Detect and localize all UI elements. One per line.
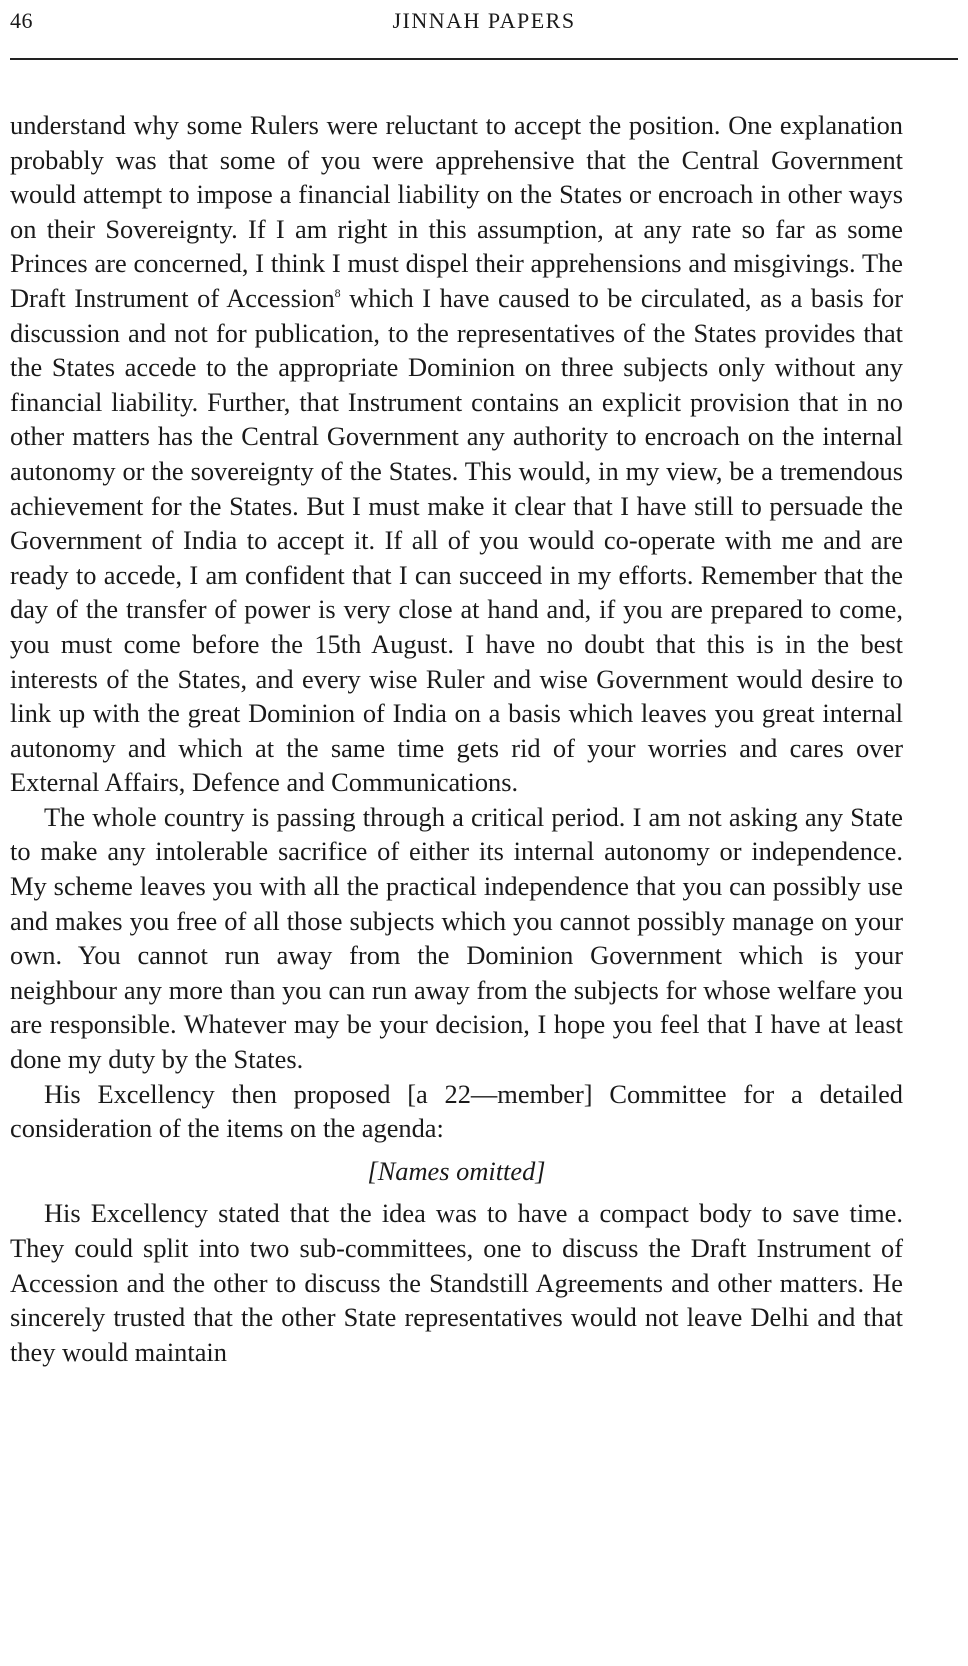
names-omitted-note: [Names omitted] — [367, 1155, 546, 1186]
header-rule — [10, 58, 958, 60]
page-body — [10, 108, 903, 1369]
running-head: JINNAH PAPERS — [392, 8, 576, 33]
paragraph-1-text-a: understand why some Rulers were reluctant to accept the position. One explanation probably was that some of you were apprehensive that the Central Government would attempt to impose a financial liability on the States or encroach in other ways on their Sovereignty. If I am right in this assumption, at any rate so far as some Princes are concerned, I think I must dispel their apprehensions and misgivings. The Draft Instrument of Accession — [10, 110, 903, 313]
page-header — [0, 0, 968, 62]
page-number: 46 — [10, 8, 33, 33]
paragraph-4: His Excellency stated that the idea was to have a compact body to save time. They could split into two sub-committees, one to discuss the Draft Instrument of Accession and the other to discuss the Standstill Agreements and other matters. He sincerely trusted that the other State representatives would not leave Delhi and that they would maintain — [10, 1198, 903, 1367]
paragraph-2: The whole country is passing through a critical period. I am not asking any State to make any intolerable sacrifice of either its internal autonomy or independence. My scheme leaves you with all the practical independence that you can possibly use and makes you free of all those subjects which you cannot possibly manage on your own. You cannot run away from the Dominion Government which is your neighbour any more than you can run away from the subjects for whose welfare you are responsible. Whatever may be your decision, I hope you feel that I have at least done my duty by the States. — [10, 801, 903, 1075]
paragraph-1-text-b: which I have caused to be circulated, as a basis for discussion and not for publication, to the representatives of the States provides that the States accede to the appropriate Dominion on three subjects only without any financial liability. Further, that Instrument contains an explicit provision that in no other matters has the Central Government any authority to encroach on the internal autonomy or the sovereignty of the States. This would, in my view, be a tremendous achievement for the States. But I must make it clear that I have still to persuade the Government of India to accept it. If all of you would co-operate with me and are ready to accede, I am confident that I can succeed in my efforts. Remember that the day of the transfer of power is very close at hand and, if you are prepared to come, you must come before the 15th August. I have no doubt that this is in the best interests of the States, and every wise Ruler and wise Government would desire to link up with the great Dominion of India on a basis which leaves you great internal autonomy and which at the same time gets rid of your worries and cares over External Affairs, Defence and Communications. — [10, 282, 903, 798]
paragraph-3: His Excellency then proposed [a 22—member] Committee for a detailed consideration of the items on the agenda: — [10, 1078, 903, 1144]
paragraph-1 — [10, 108, 903, 800]
footnote-marker: 8 — [334, 286, 341, 301]
